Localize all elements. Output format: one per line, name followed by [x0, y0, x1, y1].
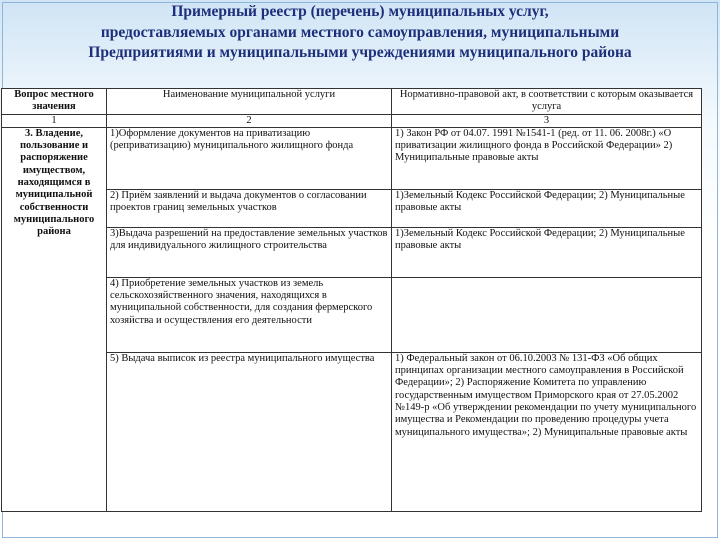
page-title: [0, 2, 720, 64]
table-row: [2, 189, 702, 227]
service-cell: 4) Приобретение земельных участков из земель сельскохозяйственного значения, находящихся в муниципальной собственности, для создания фермерского хозяйства и осуществления его деятельности: [107, 277, 392, 352]
title-line-1: Примерный реестр (перечень) муниципальных услуг,: [171, 3, 549, 20]
table-row: [2, 352, 702, 511]
table-header-row: [2, 89, 702, 115]
header-law: Нормативно-правовой акт, в соответствии с которым оказывается услуга: [392, 89, 702, 115]
law-cell: 1)Земельный Кодекс Российской Федерации; 2) Муниципальные правовые акты: [392, 189, 702, 227]
local-issue-cell: 3. Владение, пользование и распоряжение имуществом, находящимся в муниципальной собственности муниципального района: [2, 127, 107, 511]
title-line-2: предоставляемых органами местного самоуправления, муниципальными: [100, 23, 620, 41]
column-number-row: [2, 114, 702, 127]
title-line-3: Предприятиями и муниципальными учреждениями муниципального района: [88, 44, 632, 61]
law-cell: [392, 277, 702, 352]
table-row: [2, 127, 702, 189]
service-cell: 2) Приём заявлений и выдача документов о согласовании проектов границ земельных участков: [107, 189, 392, 227]
law-cell: 1) Закон РФ от 04.07. 1991 №1541-1 (ред. от 11. 06. 2008г.) «О приватизации жилищного фонда в Российской Федерации» 2) Муниципальные правовые акты: [392, 127, 702, 189]
header-issue: Вопрос местного значения: [2, 89, 107, 115]
column-number: 2: [107, 114, 392, 127]
column-number: 3: [392, 114, 702, 127]
law-cell: 1)Земельный Кодекс Российской Федерации; 2) Муниципальные правовые акты: [392, 227, 702, 277]
table-row: [2, 227, 702, 277]
services-registry-table: [1, 88, 702, 512]
service-cell: 5) Выдача выписок из реестра муниципального имущества: [107, 352, 392, 511]
column-number: 1: [2, 114, 107, 127]
service-cell: 3)Выдача разрешений на предоставление земельных участков для индивидуального жилищного строительства: [107, 227, 392, 277]
table-row: [2, 277, 702, 352]
service-cell: 1)Оформление документов на приватизацию (реприватизацию) муниципального жилищного фонда: [107, 127, 392, 189]
header-service: Наименование муниципальной услуги: [107, 89, 392, 115]
law-cell: 1) Федеральный закон от 06.10.2003 № 131-ФЗ «Об общих принципах организации местного самоуправления в Российской Федерации»; 2) Распоряжение Комитета по управлению государственным имуществом Приморского края от 27.05.2002 №149-р «Об утверждении рекомендации по учету муниципального имущества и Рекомендации по проведению процедуры учета муниципального имущества»; 2) Муниципальные правовые акты: [392, 352, 702, 511]
